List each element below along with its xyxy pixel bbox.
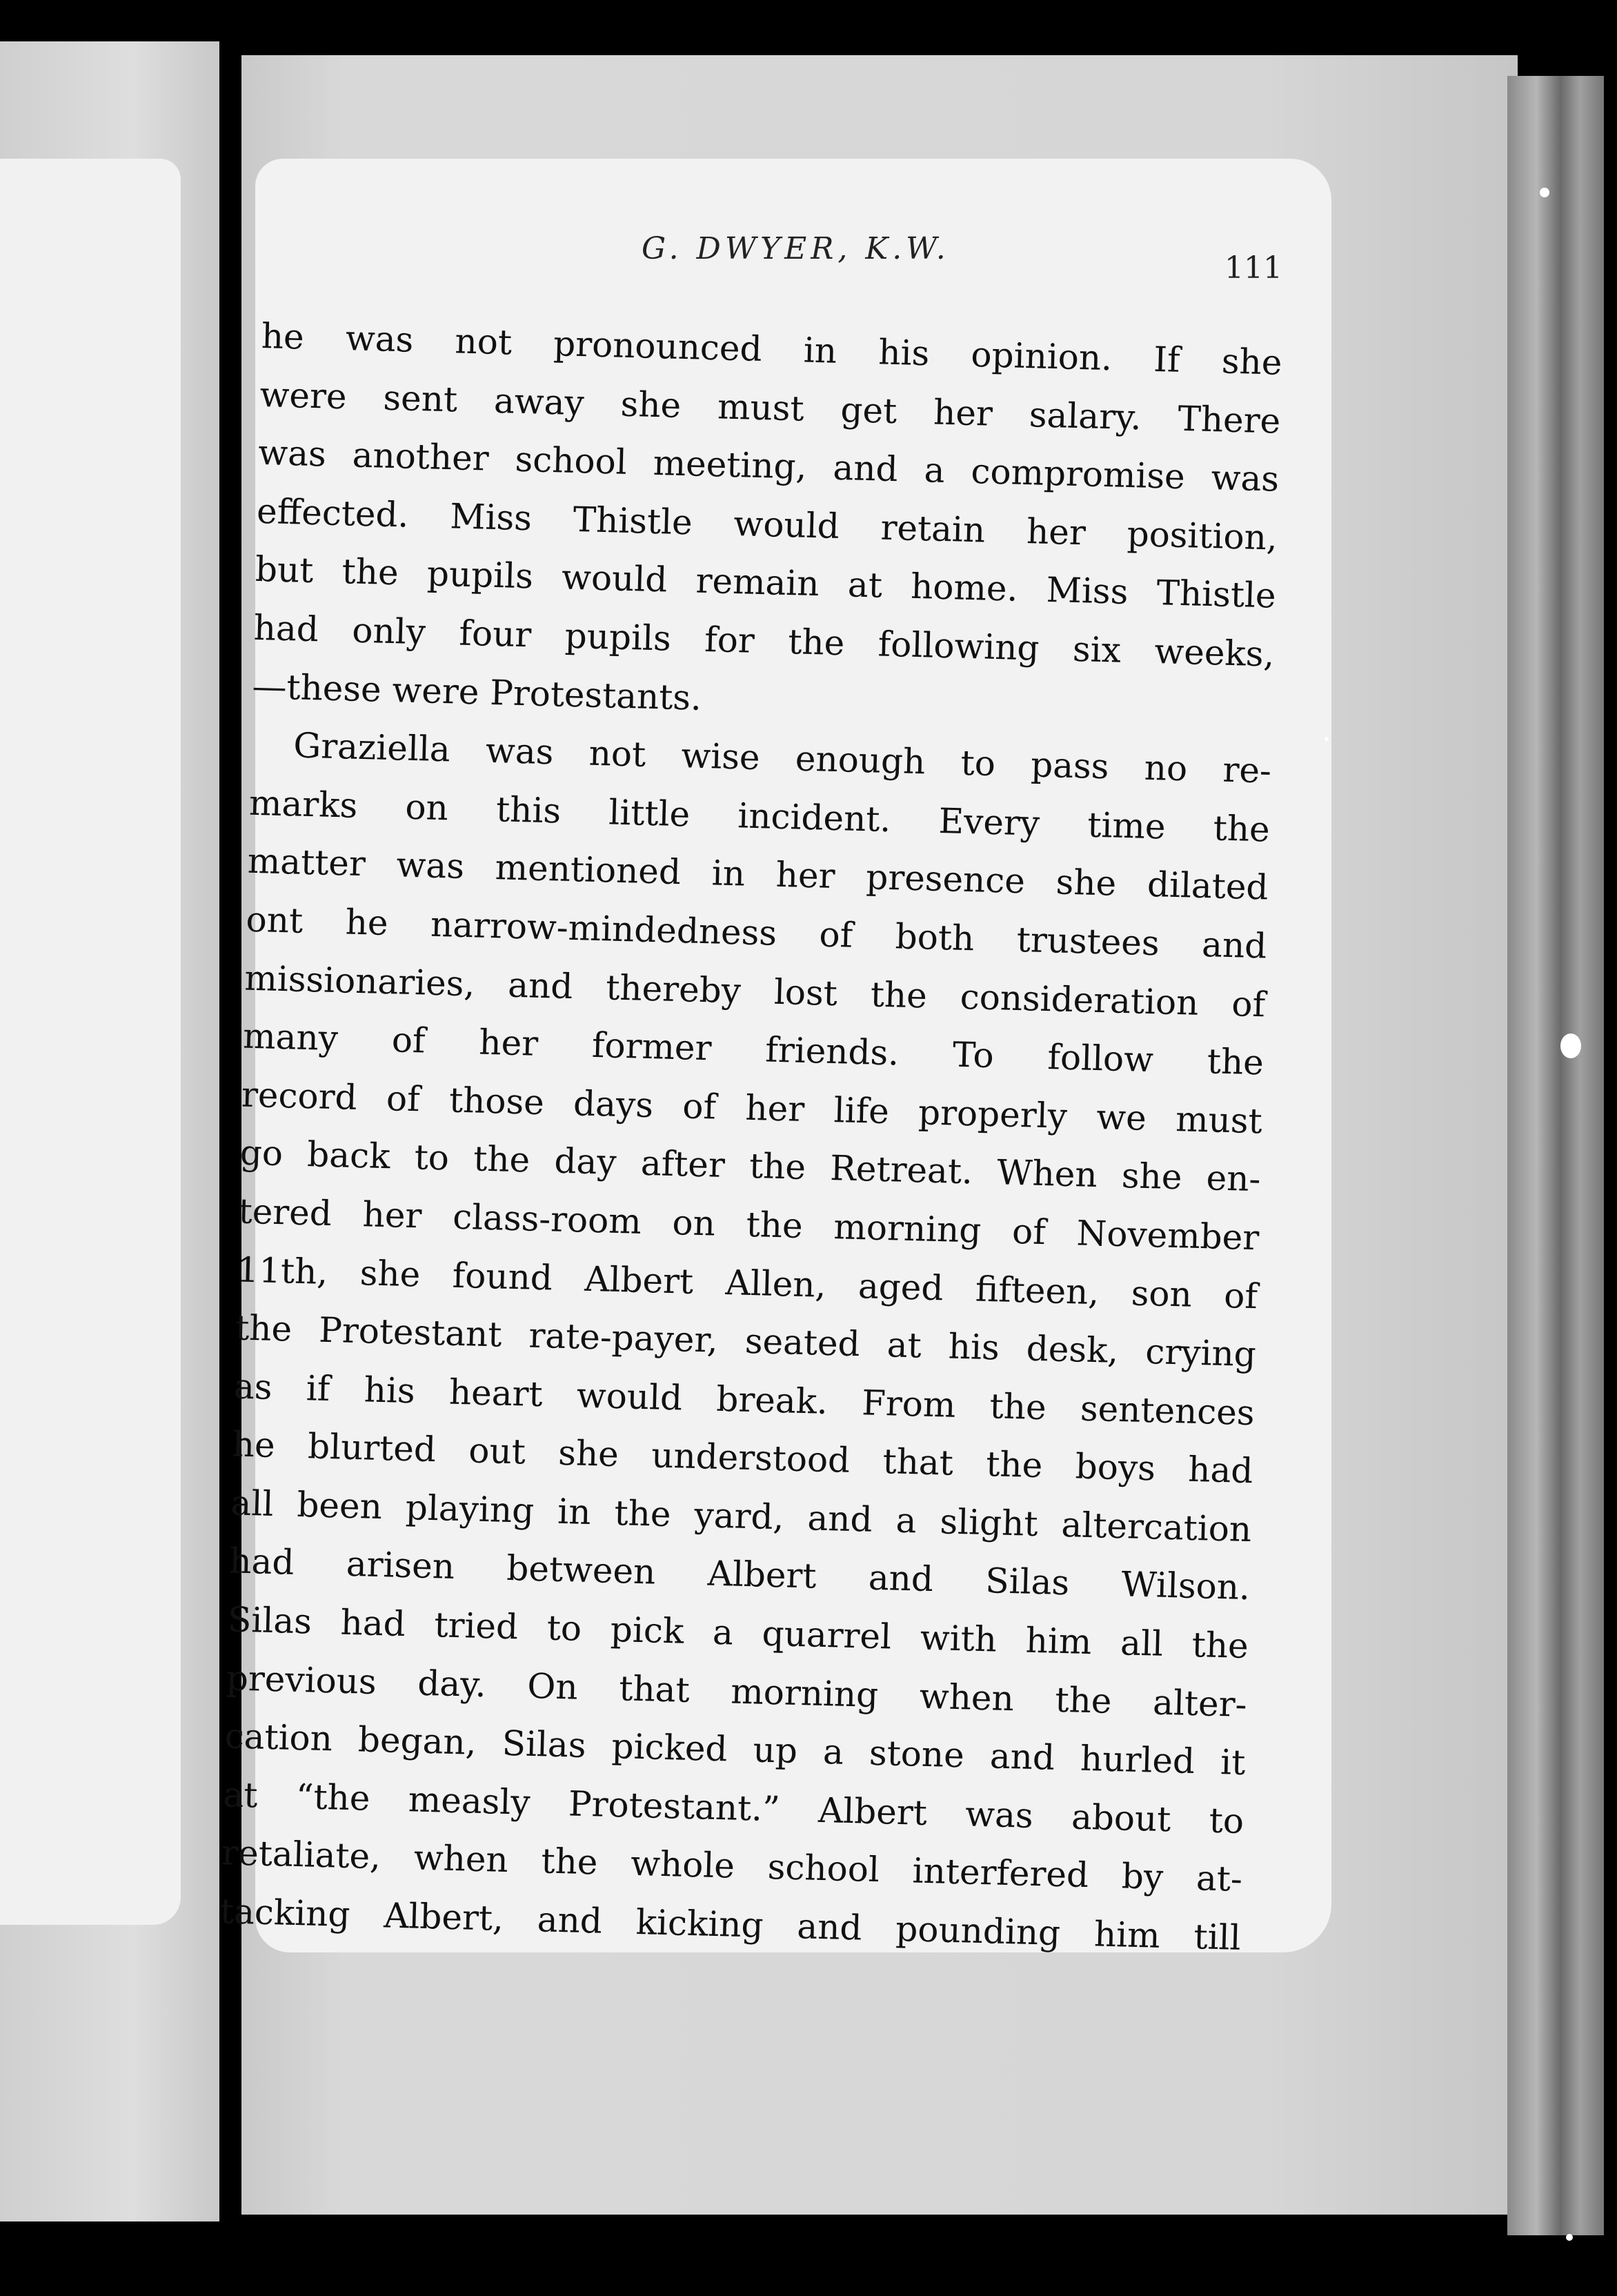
film-speck xyxy=(1566,2234,1573,2241)
film-speck xyxy=(1560,1033,1581,1058)
text-line: had arisen between Albert and Silas Wilson. xyxy=(228,1541,1251,1608)
text-line: go back to the day after the Retreat. When she en- xyxy=(239,1132,1262,1200)
text-line: as if his heart would break. From the sentences xyxy=(233,1366,1256,1433)
text-line: ont he narrow-mindedness of both trustees and xyxy=(245,899,1268,967)
text-line: 11th, she found Albert Allen, aged fifteen, son of xyxy=(236,1249,1258,1316)
text-line: Silas had tried to pick a quarrel with him all the xyxy=(227,1599,1249,1667)
text-line: —these were Protestants. xyxy=(251,666,702,718)
page-number: 111 xyxy=(1224,250,1282,286)
text-line: at “the measly Protestant.” Albert was about to xyxy=(222,1774,1244,1841)
text-line: he blurted out she understood that the boys had xyxy=(232,1424,1254,1492)
film-speck xyxy=(1325,737,1329,741)
text-line: missionaries, and thereby lost the consideration of xyxy=(244,958,1266,1025)
text-line: marks on this little incident. Every time the xyxy=(248,782,1271,850)
text-line: matter was mentioned in her presence she dilated xyxy=(247,841,1269,908)
running-head: G. DWYER, K.W. xyxy=(642,231,950,266)
text-line: was another school meeting, and a compromise was xyxy=(257,433,1280,499)
text-line: previous day. On that morning when the alter- xyxy=(226,1657,1248,1725)
book-gutter xyxy=(219,0,240,2296)
text-line: tacking Albert, and kicking and pounding him till xyxy=(219,1891,1242,1958)
text-line: but the pupils would remain at home. Miss Thistle xyxy=(255,549,1277,616)
page-edge xyxy=(1507,76,1604,2235)
text-line: he was not pronounced in his opinion. If she xyxy=(261,315,1283,383)
text-line: Graziella was not wise enough to pass no re- xyxy=(292,725,1272,791)
page-body-text xyxy=(219,307,1282,1968)
text-line: effected. Miss Thistle would retain her position, xyxy=(256,491,1278,558)
text-line: were sent away she must get her salary. There xyxy=(259,374,1281,442)
text-line: tered her class-room on the morning of November xyxy=(237,1191,1260,1258)
text-line: the Protestant rate-payer, seated at his desk, crying xyxy=(235,1307,1257,1375)
text-line: had only four pupils for the following six weeks, xyxy=(253,607,1276,675)
text-line: all been playing in the yard, and a slight altercation xyxy=(230,1483,1252,1550)
film-speck xyxy=(1540,188,1549,197)
text-line: record of those days of her life properly we must xyxy=(241,1074,1263,1142)
left-pasted-clipping xyxy=(0,159,181,1925)
text-line: retaliate, when the whole school interfered by at- xyxy=(221,1832,1243,1900)
text-line: many of her former friends. To follow the xyxy=(242,1016,1264,1083)
text-line: cation began, Silas picked up a stone and hurled it xyxy=(224,1716,1247,1783)
